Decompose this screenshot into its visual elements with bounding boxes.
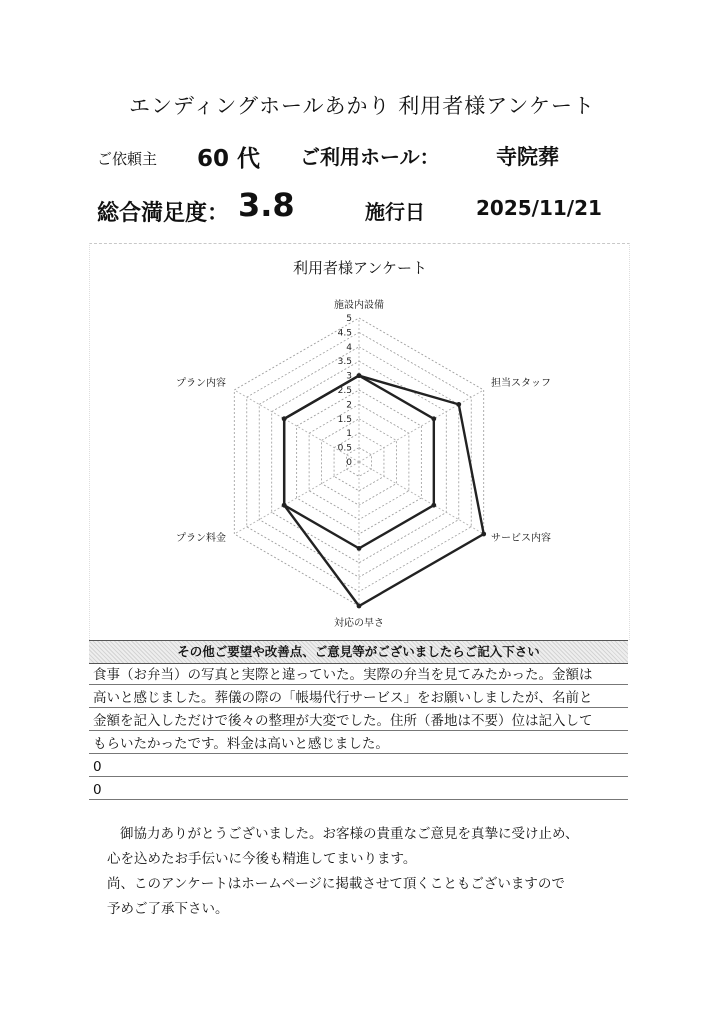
chart-title: 利用者様アンケート bbox=[292, 259, 428, 277]
radar-grid bbox=[234, 318, 483, 606]
radar-category-label: 施設内設備 bbox=[334, 300, 384, 311]
radar-point bbox=[431, 416, 436, 421]
radar-category-label: サービス内容 bbox=[491, 533, 551, 544]
hall-label: ご利用ホール： bbox=[300, 145, 440, 169]
radar-point bbox=[431, 503, 436, 508]
closing-line: 心を込めたお手伝いに今後も精進してまいります。 bbox=[107, 851, 417, 867]
radar-tick-label: 1.5 bbox=[337, 414, 352, 425]
score-label: 総合満足度： bbox=[97, 201, 230, 226]
request-line: 高いと感じました。葬儀の際の「帳場代行サービス」をお願いしましたが、名前と bbox=[89, 686, 628, 708]
request-line: 金額を記入しただけで後々の整理が大変でした。住所（番地は不要）位は記入して bbox=[89, 709, 628, 731]
radar-tick-label: 5 bbox=[346, 314, 352, 324]
radar-tick-label: 0 bbox=[346, 458, 352, 468]
request-line: もらいたかったです。料金は高いと感じました。 bbox=[89, 732, 628, 754]
radar-category-label: 対応の早さ bbox=[334, 618, 384, 629]
requests-header: その他ご要望や改善点、ご意見等がございましたらご記入下さい bbox=[89, 640, 628, 664]
request-line: 0 bbox=[89, 778, 628, 800]
hall-value: 寺院葬 bbox=[496, 145, 559, 169]
radar-tick-label: 3.5 bbox=[337, 357, 352, 368]
closing-line: 予めご了承下さい。 bbox=[107, 901, 229, 917]
radar-tick-label: 4.5 bbox=[337, 328, 352, 339]
radar-point bbox=[456, 402, 461, 407]
radar-tick-label: 2 bbox=[346, 400, 352, 411]
radar-point bbox=[481, 532, 486, 537]
chart-frame bbox=[89, 243, 630, 640]
closing-line: 御協力ありがとうございました。お客様の貴重なご意見を真摯に受け止め、 bbox=[120, 826, 579, 842]
radar-tick-label: 0.5 bbox=[337, 443, 352, 454]
request-line: 0 bbox=[89, 755, 628, 777]
radar-tick-labels bbox=[338, 314, 353, 468]
date-value: 2025/11/21 bbox=[476, 196, 602, 220]
client-label: ご依頼主 bbox=[97, 150, 158, 168]
radar-tick-label: 1 bbox=[346, 429, 352, 440]
radar-category-label: プラン料金 bbox=[176, 533, 226, 544]
radar-point bbox=[282, 503, 287, 508]
request-line: 食事（お弁当）の写真と実際と違っていた。実際の弁当を見てみたかった。金額は bbox=[89, 663, 628, 685]
radar-category-label: 担当スタッフ bbox=[491, 378, 551, 389]
client-age: 60 代 bbox=[197, 146, 261, 172]
radar-point bbox=[357, 604, 362, 609]
radar-tick-label: 4 bbox=[346, 342, 352, 353]
date-label: 施行日 bbox=[365, 200, 425, 224]
radar-chart bbox=[90, 244, 629, 640]
radar-point bbox=[357, 546, 362, 551]
radar-tick-label: 2.5 bbox=[337, 386, 352, 396]
radar-point bbox=[282, 416, 287, 421]
radar-point bbox=[357, 373, 362, 378]
score-value: 3.8 bbox=[238, 186, 295, 224]
radar-category-labels bbox=[176, 298, 551, 629]
page-title: エンディングホールあかり 利用者様アンケート bbox=[129, 94, 595, 118]
radar-tick-label: 3 bbox=[346, 371, 352, 382]
radar-category-label: プラン内容 bbox=[176, 378, 226, 389]
closing-line: 尚、このアンケートはホームページに掲載させて頂くこともございますので bbox=[107, 876, 565, 892]
radar-spoke bbox=[359, 462, 484, 534]
